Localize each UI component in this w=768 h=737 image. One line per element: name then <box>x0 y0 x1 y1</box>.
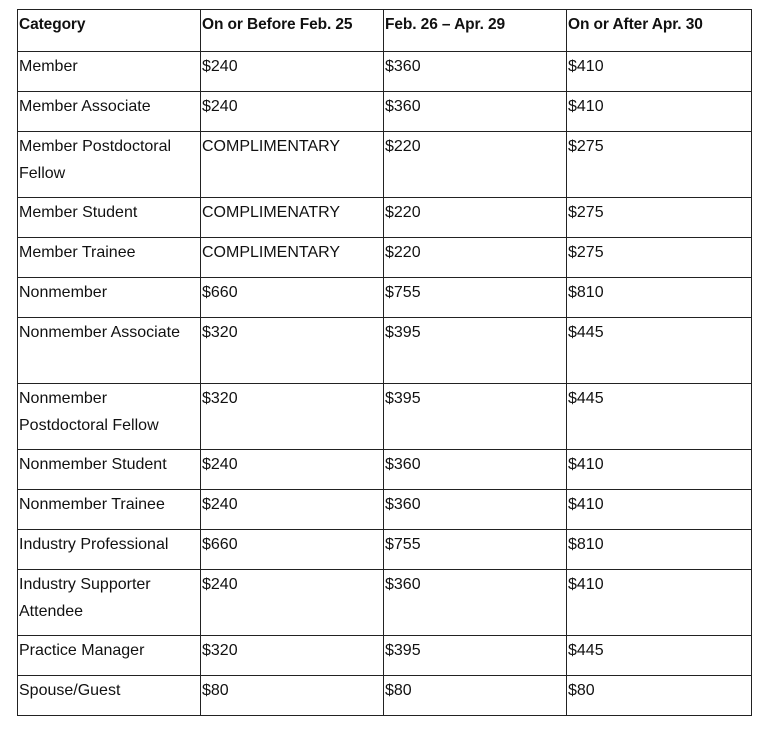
mid-rate-cell: $360 <box>384 92 567 132</box>
late-rate-cell: $410 <box>567 450 752 490</box>
mid-rate-cell: $360 <box>384 570 567 636</box>
early-rate-cell: $240 <box>201 490 384 530</box>
table-row <box>18 676 752 716</box>
early-rate-cell: $80 <box>201 676 384 716</box>
category-cell: Member Associate <box>18 92 201 132</box>
category-cell: Practice Manager <box>18 636 201 676</box>
late-rate-cell: $275 <box>567 238 752 278</box>
mid-rate-cell: $395 <box>384 636 567 676</box>
category-cell: Member Trainee <box>18 238 201 278</box>
table-row <box>18 52 752 92</box>
category-cell: Member Student <box>18 198 201 238</box>
early-rate-cell: COMPLIMENTARY <box>201 238 384 278</box>
early-rate-cell: $240 <box>201 570 384 636</box>
table-row <box>18 132 752 198</box>
early-rate-cell: $240 <box>201 52 384 92</box>
header-category: Category <box>18 10 201 52</box>
header-mid-rate: Feb. 26 – Apr. 29 <box>384 10 567 52</box>
category-cell: Member <box>18 52 201 92</box>
late-rate-cell: $810 <box>567 530 752 570</box>
late-rate-cell: $410 <box>567 570 752 636</box>
early-rate-cell: $660 <box>201 278 384 318</box>
table-row <box>18 636 752 676</box>
late-rate-cell: $410 <box>567 92 752 132</box>
mid-rate-cell: $395 <box>384 384 567 450</box>
late-rate-cell: $445 <box>567 318 752 384</box>
header-late-rate: On or After Apr. 30 <box>567 10 752 52</box>
mid-rate-cell: $755 <box>384 530 567 570</box>
category-cell: Nonmember Student <box>18 450 201 490</box>
category-cell: Nonmember Associate <box>18 318 201 384</box>
late-rate-cell: $410 <box>567 52 752 92</box>
category-cell: Industry Professional <box>18 530 201 570</box>
late-rate-cell: $275 <box>567 198 752 238</box>
mid-rate-cell: $80 <box>384 676 567 716</box>
late-rate-cell: $445 <box>567 384 752 450</box>
early-rate-cell: $660 <box>201 530 384 570</box>
table-row <box>18 92 752 132</box>
late-rate-cell: $810 <box>567 278 752 318</box>
table-row <box>18 278 752 318</box>
table-row <box>18 384 752 450</box>
mid-rate-cell: $360 <box>384 490 567 530</box>
category-cell: Member Postdoctoral Fellow <box>18 132 201 198</box>
table-row <box>18 530 752 570</box>
category-cell: Industry Supporter Attendee <box>18 570 201 636</box>
late-rate-cell: $80 <box>567 676 752 716</box>
category-cell: Nonmember Trainee <box>18 490 201 530</box>
early-rate-cell: COMPLIMENTARY <box>201 132 384 198</box>
early-rate-cell: $240 <box>201 92 384 132</box>
table-row <box>18 490 752 530</box>
mid-rate-cell: $755 <box>384 278 567 318</box>
header-early-rate: On or Before Feb. 25 <box>201 10 384 52</box>
late-rate-cell: $445 <box>567 636 752 676</box>
category-cell: Nonmember <box>18 278 201 318</box>
header-row <box>18 10 752 52</box>
mid-rate-cell: $395 <box>384 318 567 384</box>
late-rate-cell: $410 <box>567 490 752 530</box>
registration-fee-table <box>17 9 752 716</box>
category-cell: Nonmember Postdoctoral Fellow <box>18 384 201 450</box>
mid-rate-cell: $220 <box>384 132 567 198</box>
mid-rate-cell: $360 <box>384 450 567 490</box>
table-row <box>18 318 752 384</box>
table-row <box>18 570 752 636</box>
mid-rate-cell: $220 <box>384 238 567 278</box>
table-body <box>18 52 752 716</box>
mid-rate-cell: $360 <box>384 52 567 92</box>
early-rate-cell: $320 <box>201 636 384 676</box>
table-row <box>18 238 752 278</box>
category-cell: Spouse/Guest <box>18 676 201 716</box>
table-row <box>18 450 752 490</box>
table-row <box>18 198 752 238</box>
early-rate-cell: $240 <box>201 450 384 490</box>
early-rate-cell: $320 <box>201 318 384 384</box>
early-rate-cell: $320 <box>201 384 384 450</box>
late-rate-cell: $275 <box>567 132 752 198</box>
early-rate-cell: COMPLIMENATRY <box>201 198 384 238</box>
mid-rate-cell: $220 <box>384 198 567 238</box>
